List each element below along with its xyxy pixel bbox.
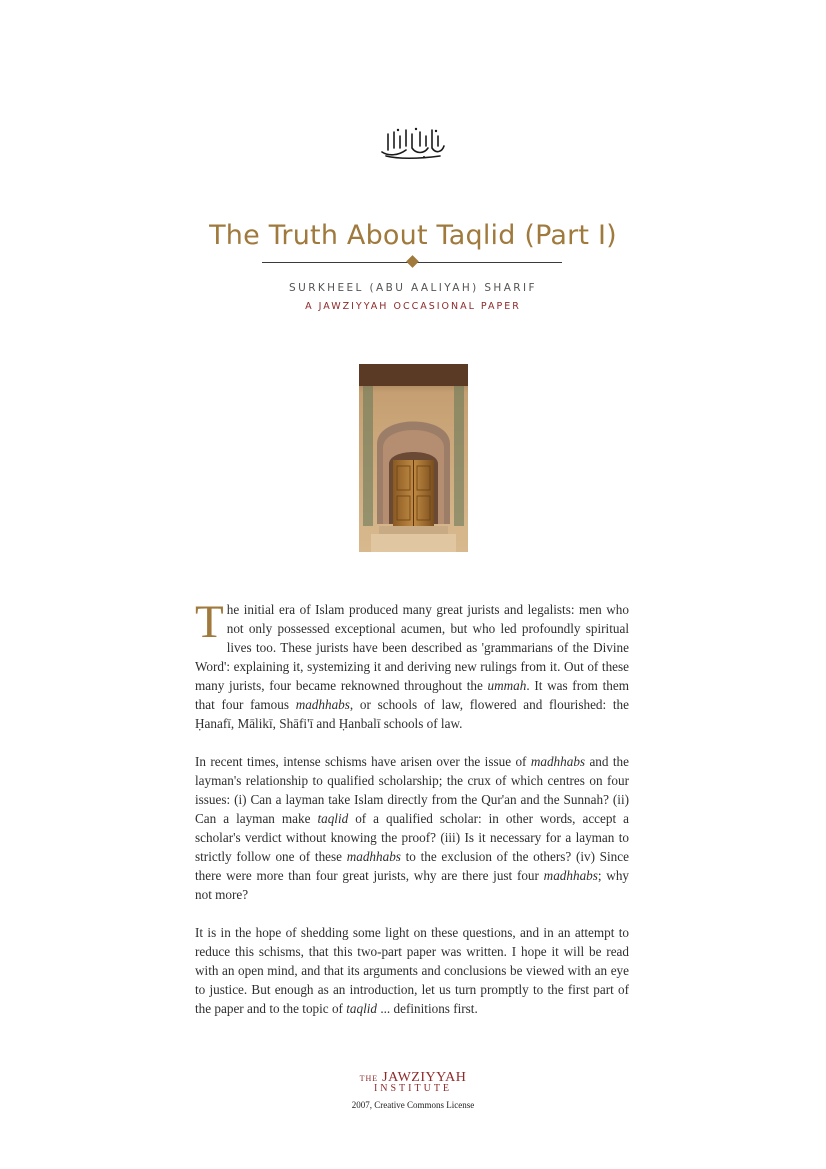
basmala-calligraphy-icon [378,126,448,160]
institute-logo [0,1068,826,1094]
mosque-doorway-photo [359,364,468,552]
logo-the: THE [359,1074,379,1083]
paragraph-1: The initial era of Islam produced many great jurists and legalists: men who not only possessed exceptional acumen, but who led profoundly spiritual lives too. These jurists have been described as 'grammarians of the Divine Word': explaining it, systemizing it and deriving new rulings from it. Out of these many jurists, four became reknowned throughout the ummah. It was from them that four famous madhhabs, or schools of law, flowered and flourished: the Ḥanafī, Mālikī, Shāfi'ī and Ḥanbalī schools of law. [195,596,629,731]
page-title: The Truth About Taqlid (Part I) [209,220,617,251]
series-name: A JAWZIYYAH OCCASIONAL PAPER [305,301,521,312]
diamond-ornament-icon [406,255,419,268]
paragraph-2: In recent times, intense schisms have arisen over the issue of madhhabs and the layman's relationship to qualified scholarship; the crux of which centres on four issues: (i) Can a layman take Islam directly from the Qur'an and the Sunnah? (ii) Can a layman make taqlid of a qualified scholar: in other words, accept a scholar's verdict without knowing the proof? (iii) Is it necessary for a layman to strictly follow one of these madhhabs to the exclusion of the others? (iv) Since there were more than four great jurists, why are there just four madhhabs; why not more? [195,754,630,902]
license-text: 2007, Creative Commons License [351,1100,475,1110]
logo-name: JAWZIYYAH [382,1070,467,1085]
paragraph-3: It is in the hope of shedding some light on these questions, and in an attempt to reduce this schisms, that this two-part paper was written. I hope it will be read with an open mind, and that its arguments and conclusions be viewed with an eye to justice. But enough as an introduction, let us turn promptly to the first part of the paper and to the topic of taqlid ... definitions first. [195,925,629,1016]
body-text [195,596,630,1037]
drop-cap: T [195,596,224,648]
logo-sub: INSTITUTE [373,1083,453,1094]
author-name: SURKHEEL (ABU AALIYAH) SHARIF [289,282,537,294]
